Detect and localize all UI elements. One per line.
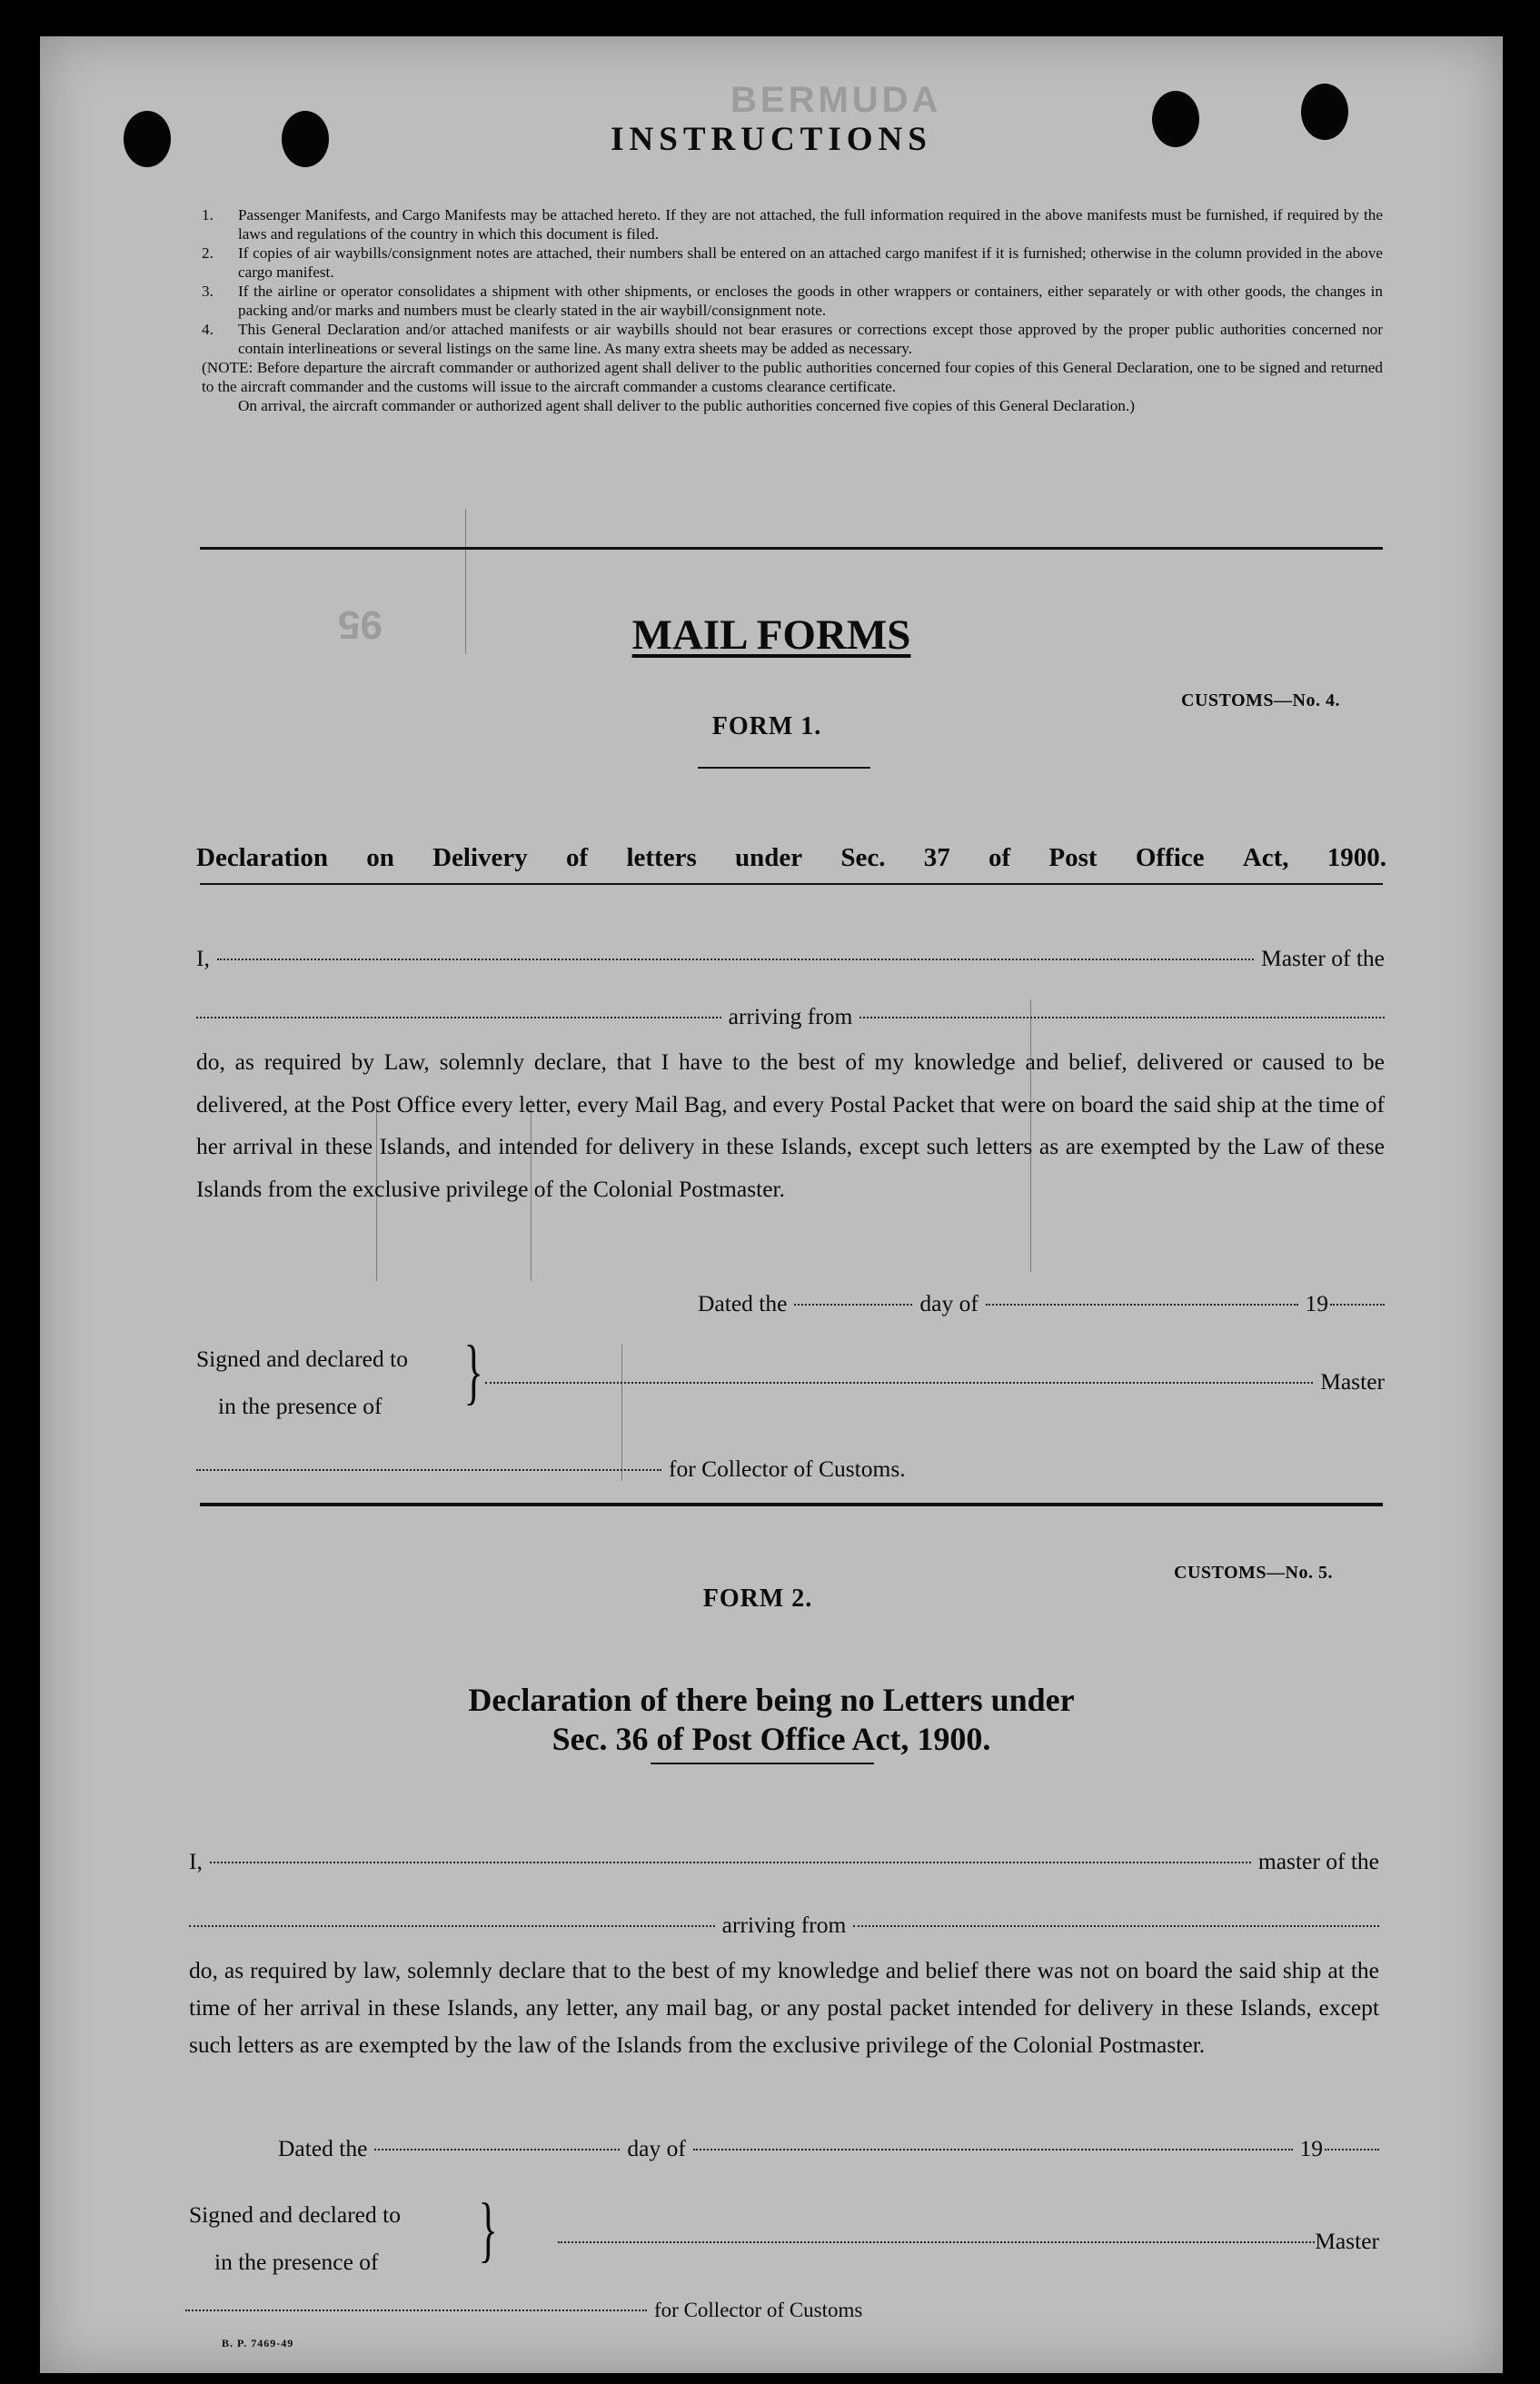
form1-collector-line: for Collector of Customs. [196, 1455, 1014, 1483]
form2-name-field[interactable] [210, 1862, 1251, 1863]
form1-heading: FORM 1. [711, 712, 822, 740]
section-divider [200, 1503, 1383, 1506]
footer-print-code: B. P. 7469-49 [222, 2337, 294, 2349]
form1-dated-line: Dated the day of 19 [698, 1290, 1385, 1317]
document-page [40, 36, 1503, 2373]
form2-signed-label: Signed and declared to in the presence of [189, 2201, 401, 2275]
form2-customs-number: CUSTOMS—No. 5. [1174, 1563, 1333, 1583]
form2-origin-field[interactable] [853, 1925, 1379, 1927]
form2-master-signature-field[interactable] [558, 2241, 1315, 2243]
form1-ship-field[interactable] [196, 1017, 721, 1018]
form1-arriving-line: arriving from [196, 1003, 1385, 1030]
form2-body: do, as required by law, solemnly declare that to the best of my knowledge and belief there was not on board the said ship at the time of her arrival in these Islands, any letter, any mail bag, or any postal packet intended for delivery in these Islands, except such letters as are exempted by the law of the Islands from the exclusive privilege of the Colonial Postmaster. [189, 1957, 1379, 2058]
form1-brace: } [463, 1332, 483, 1412]
instructions-title: INSTRUCTIONS [611, 121, 932, 158]
section-divider [200, 547, 1383, 550]
instruction-item: 2. If copies of air waybills/consignment notes are attached, their numbers shall be entered on an attached cargo manifest if it is furnished; otherwise in the column provided in the above cargo manifest. [202, 244, 1383, 281]
form2-heading: FORM 2. [702, 1584, 813, 1613]
instructions-list [202, 205, 1383, 415]
form1-heading-rule [698, 767, 870, 769]
instruction-item: 3. If the airline or operator consolidates a shipment with other shipments, or encloses the goods in other wrappers or containers, either separately or with other goods, the changes in packing and/or marks and numbers must be clearly stated in the air waybill/consignment note. [202, 283, 1383, 319]
instruction-note-arrival: On arrival, the aircraft commander or authorized agent shall deliver to the public authorities concerned five copies of this General Declaration.) [238, 397, 1135, 414]
mail-forms-title: MAIL FORMS [631, 611, 911, 659]
bleed-through-header: BERMUDA [730, 80, 942, 120]
form2-month-field[interactable] [693, 2149, 1293, 2151]
form2-collector-field[interactable] [185, 2310, 647, 2311]
form1-body: do, as required by Law, solemnly declare, that I have to the best of my knowledge and belief, delivered or caused to be delivered, at the Post Office every letter, every Mail Bag, and every Postal Packet that were on board the said ship at the time of her arrival in these Islands, and intended for delivery in these Islands, except such letters as are exempted by the Law of these Islands from the exclusive privilege of the Colonial Postmaster. [196, 1048, 1385, 1202]
form1-year-field[interactable] [1330, 1304, 1385, 1306]
form1-customs-number: CUSTOMS—No. 4. [1181, 690, 1340, 710]
form2-collector-line: for Collector of Customs [185, 2299, 985, 2322]
instruction-item: 4. This General Declaration and/or attached manifests or air waybills should not bear erasures or corrections except those approved by the proper public authorities concerned nor contain interlineations or several listings on the same line. As many extra sheets may be added as necessary. [202, 321, 1383, 357]
form2-master-signature-line: Master [558, 2228, 1379, 2255]
bleed-through-number: 95 [338, 602, 383, 647]
form1-signed-label: Signed and declared to in the presence of [196, 1346, 408, 1419]
instruction-item: 1. Passenger Manifests, and Cargo Manifests may be attached hereto. If they are not attached, the full information required in the above manifests must be furnished, if required by the laws and regulations of the country in which this document is filed. [202, 206, 1383, 243]
form1-declaration-rule [200, 883, 1383, 885]
form1-master-signature-line: Master [485, 1368, 1385, 1396]
form2-date-field[interactable] [374, 2149, 620, 2151]
form1-name-field[interactable] [217, 959, 1254, 960]
form2-dated-line: Dated the day of 19 [278, 2135, 1379, 2162]
form1-origin-field[interactable] [859, 1017, 1385, 1018]
form1-master-line: I, Master of the [196, 945, 1385, 971]
form2-heading-rule [651, 1763, 874, 1764]
form2-declaration-title: Declaration of there being no Letters under Sec. 36 of Post Office Act, 1900. [468, 1682, 1075, 1757]
form1-master-signature-field[interactable] [485, 1382, 1313, 1384]
form2-arriving-line: arriving from [189, 1912, 1379, 1939]
form1-month-field[interactable] [986, 1304, 1298, 1306]
form2-year-field[interactable] [1325, 2149, 1379, 2151]
form1-collector-field[interactable] [196, 1469, 661, 1471]
form2-master-line: I, master of the [189, 1848, 1379, 1874]
form2-brace: } [478, 2190, 498, 2270]
form2-ship-field[interactable] [189, 1925, 715, 1927]
form1-declaration-title: Declaration on Delivery of letters under Sec. 37 of Post Office Act, 1900. [196, 843, 1386, 872]
form1-date-field[interactable] [794, 1304, 912, 1306]
instruction-note: (NOTE: Before departure the aircraft commander or authorized agent shall deliver to the public authorities concerned four copies of this General Declaration, one to be signed and returned to the aircraft commander and the customs will issue to the aircraft commander a customs clearance certificate. [202, 359, 1383, 395]
